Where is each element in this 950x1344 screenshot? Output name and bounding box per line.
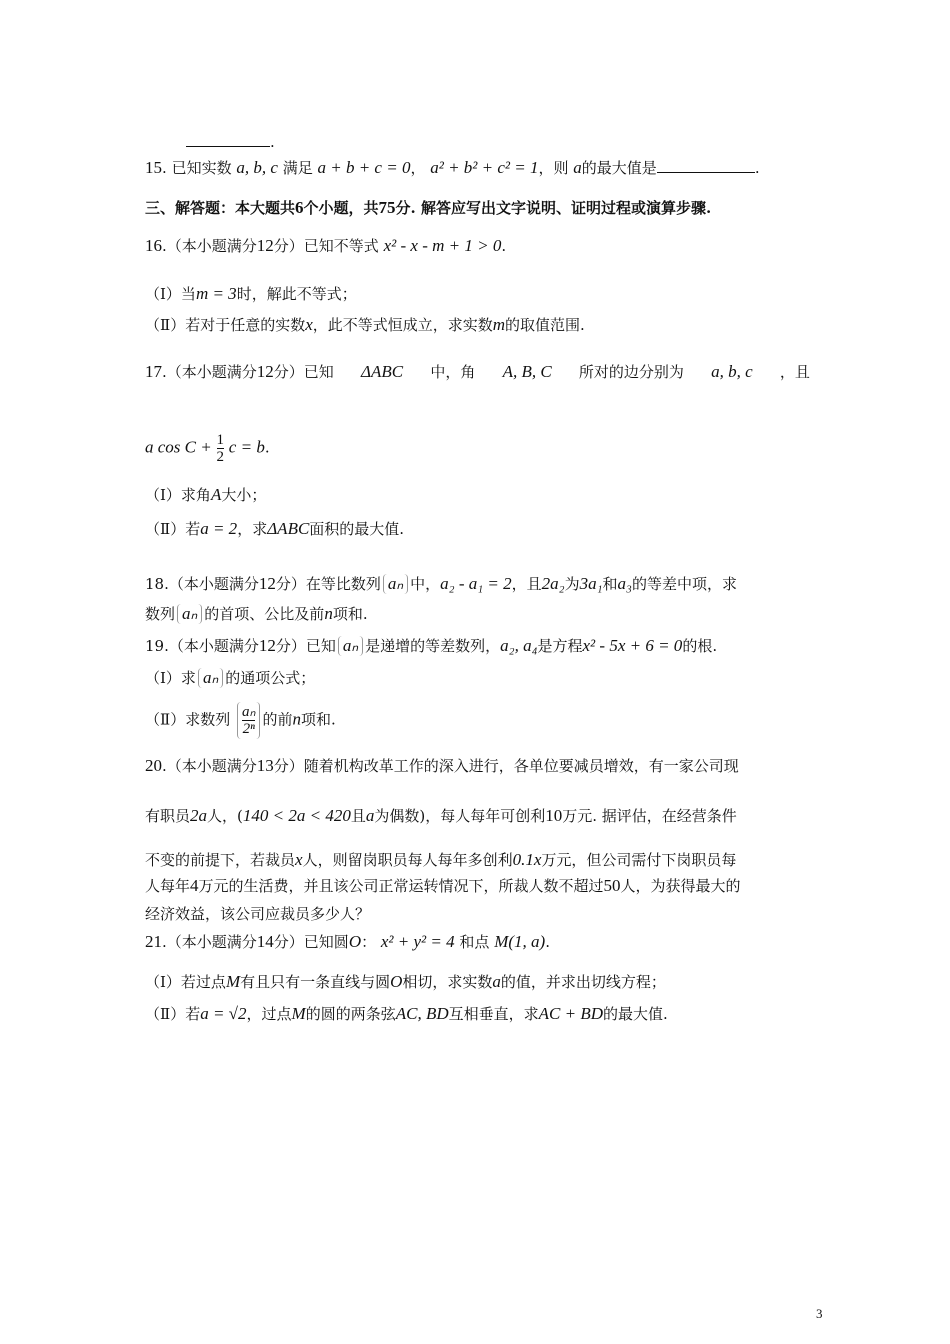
section3-rest: 分. 解答应写出文字说明、证明过程或演算步骤. [395,199,712,217]
q17-dot: . [162,363,167,381]
q18-text-f: 和 [602,575,618,593]
q20-l4-a: 人每年 [145,877,191,895]
q16-p2-c: 的取值范围. [505,316,585,334]
q16-p2-b: ，此不等式恒成立，求实数 [312,316,493,334]
q21-end: . [545,933,550,951]
q16-dot: . [162,237,167,255]
q16-part1 [145,284,810,304]
q20-l2-b: 人，( [207,807,243,825]
q17-p1-b: 大小； [221,486,267,504]
q17-p1-var: A [210,485,222,504]
q17-head-a: （本小题满分 [166,363,257,381]
q17-p2-c: 面积的最大值. [309,520,405,538]
q19-text-d: 是方程 [537,637,583,655]
q20-line5 [145,904,810,924]
q15-dot: . [162,159,167,177]
q15-cond2: a² + b² + c² = 1 [430,158,539,177]
q18-term3: a₃ [617,574,632,593]
q19-p2-a: （Ⅱ）求数列 [145,710,231,729]
q17-part1 [145,485,810,505]
q18-text-a: 18.（本小题满分 [145,575,259,593]
q19-p1-a: （Ⅰ）求 [145,669,196,687]
page-number: 3 [816,1306,823,1321]
q17-sides: a, b, c [711,362,753,381]
q20-l2-a: 有职员 [145,807,191,825]
q20-l4-val2: 50 [603,876,621,895]
q20-l4-val: 4 [190,876,199,895]
q17-head-group [145,362,334,382]
q16-p1-b: 时，解此不等式； [236,285,357,303]
q21-number: 21 [145,932,162,951]
q20-l2-d: 为偶数)，每人每年可创利 [374,807,546,825]
q17-fraction [217,432,225,465]
q20-line2 [145,806,810,826]
q20-l2-var: 2a [190,806,208,825]
q21-p2-b: ，过点 [246,1005,292,1023]
q20-l3-b: 人，则留岗职员每人每年多创利 [302,851,513,869]
q19-p1-b: 的通项公式； [225,669,316,687]
q20-score: 13 [256,756,274,775]
q18-sequence-2: aₙ [177,604,202,624]
section3-count: 6 [295,198,304,217]
q16-end: . [501,237,507,255]
q19-text-e: 的根. [682,637,718,655]
q17-header [145,362,810,382]
q21-p1-a2: a [492,972,501,991]
q21-p2-a: （Ⅱ）若 [145,1005,201,1023]
q21-p2-chords: AC, BD [395,1004,449,1023]
q17-p2-a: （Ⅱ）若 [145,520,201,538]
section3-title: 三、解答题：本大题共 [145,199,296,217]
q16-p2-m: m [492,315,506,334]
q17-part2 [145,519,810,539]
q20-l3-c: 万元，但公司需付下岗职员每 [541,851,737,869]
q18-line2-c: 项和. [332,605,368,623]
q17-p2-b: ，求 [237,520,268,538]
q16-head-b: 分）已知不等式 [273,237,379,255]
q18-line2-b: 的首项、公比及前 [204,605,325,623]
q15-end: . [754,159,760,177]
q15-text-c: ，则 [538,159,569,177]
q14-blank-line [186,132,270,147]
q16-number: 16 [145,236,162,255]
section3-score: 75 [378,198,396,217]
q19-p2-c: 项和. [300,710,336,729]
q18-line2-n: n [324,604,333,623]
q17-equation [145,432,810,472]
q19-line1 [145,636,810,656]
q19-text-b: 分）已知 [275,637,336,655]
q17-text-b: 所对的边分别为 [578,363,684,381]
q20-l2-c: 且 [350,807,366,825]
q19-sequence: aₙ [338,636,363,656]
q15-text-b: 满足 [282,159,313,177]
q14-period: . [270,133,275,151]
q20-l4-c: 人，为获得最大的 [620,877,741,895]
q20-l3-x: x [295,850,303,869]
q18-text-e: 为 [564,575,580,593]
q21-circle: O [348,932,362,951]
q21-score: 14 [256,932,274,951]
q21-p1-b: 有且只有一条直线与圆 [240,973,391,991]
q21-p1-a: （Ⅰ）若过点 [145,973,226,991]
q21-p1-d: 的值，并求出切线方程； [500,973,666,991]
q19-terms: a₂, a₄ [500,636,538,655]
q21-p2-m: M [291,1004,306,1023]
q20-line4 [145,876,810,896]
q20-l3-val: 0.1x [512,850,542,869]
q21-header [145,932,810,952]
q19-part1 [145,668,810,688]
q15-number: 15 [145,158,162,177]
q21-p2-e: 的最大值. [602,1005,668,1023]
q20-head-a: （本小题满分 [166,757,257,775]
q19-p1-sequence: aₙ [198,668,223,688]
q19-frac-den: 2ⁿ [242,721,255,737]
q18-text-b: 分）在等比数列 [275,575,381,593]
q19-p2-n: n [292,709,301,729]
q20-head-b: 分）随着机构改革工作的深入进行，各单位要减员增效，有一家公司现 [273,757,739,775]
q16-p1-a: （Ⅰ）当 [145,285,196,303]
q20-l2-val: 10 [545,806,563,825]
q21-equation: x² + y² = 4 [380,932,455,951]
q17-angles: A, B, C [502,362,552,381]
q18-text-d: ，且 [511,575,542,593]
q18-line1 [145,574,810,594]
q15-var-a: a [573,158,582,177]
q21-and: 和点 [459,933,490,951]
q16-inequality: x² - x - m + 1 > 0 [383,236,502,255]
q19-p2-b: 的前 [262,710,293,729]
q16-part2 [145,315,810,335]
q15-answer-blank [657,158,755,173]
q17-text-c: ，且 [779,363,810,381]
section3-heading [145,198,810,218]
q18-text-g: 的等差中项，求 [631,575,737,593]
q15-text-a: 已知实数 [171,159,232,177]
q19-p2-brace [237,702,260,739]
q15-vars: a, b, c [236,158,278,177]
q21-p1-o: O [390,972,403,991]
q20-line3 [145,850,810,870]
q18-cond1: a₂ - a₁ = 2 [440,574,512,593]
q21-colon: ： [361,933,377,951]
q18-term2: 3a₁ [579,574,603,593]
q20-l3-a: 不变的前提下，若裁员 [145,851,296,869]
q19-score: 12 [258,636,276,655]
q17-frac-num: 1 [216,432,225,448]
q19-equation: x² - 5x + 6 = 0 [582,636,683,655]
q18-score: 12 [258,574,276,593]
q17-score: 12 [256,362,274,381]
q21-head-a: （本小题满分 [166,933,257,951]
q18-term1: 2a₂ [541,574,565,593]
q15-cond1: a + b + c = 0 [317,158,411,177]
q20-l2-range: 140 < 2a < 420 [242,806,351,825]
q17-p1-a: （Ⅰ）求角 [145,486,211,504]
q18-sequence: aₙ [383,574,408,594]
q16-header [145,236,810,256]
q21-p1-c: 相切，求实数 [402,973,493,991]
q17-triangle: ΔABC [361,362,404,381]
q21-part1 [145,972,810,992]
q21-dot: . [162,933,167,951]
q14-answer-blank [186,132,810,152]
q18-line2-a: 数列 [145,605,176,623]
q20-l5: 经济效益，该公司应裁员多少人？ [145,905,371,923]
q17-eq-end: . [264,438,270,457]
q16-p2-a: （Ⅱ）若对于任意的实数 [145,316,306,334]
q20-l2-a2: a [365,806,375,825]
q16-p1-cond: m = 3 [195,284,237,303]
q19-p2-fraction [242,704,255,737]
q21-p2-d: 互相垂直，求 [448,1005,539,1023]
q20-dot: . [162,757,167,775]
q16-score: 12 [256,236,274,255]
q15-line: 15. 已知实数 a, b, c 满足 a + b + c = 0， a² + b² + c² = 1，则 a的最大值是 . [145,158,760,177]
q21-p2-sum: AC + BD [538,1004,603,1023]
q17-eq-b: c = b [228,437,265,457]
q17-p2-triangle: ΔABC [267,519,310,538]
q21-p1-m: M [225,972,241,991]
q21-point: M(1, a) [494,932,546,951]
q20-l4-b: 万元的生活费，并且该公司正常运转情况下，所裁人数不超过 [198,877,604,895]
q21-head-b: 分）已知圆 [273,933,349,951]
q18-line2 [145,604,810,624]
section3-mid: 个小题，共 [303,199,379,217]
q19-text-c: 是递增的等差数列， [365,637,501,655]
q16-head-a: （本小题满分 [166,237,257,255]
q17-frac-den: 2 [216,449,225,465]
q21-p2-c: 的圆的两条弦 [305,1005,396,1023]
q16-p2-x: x [305,315,313,334]
q17-eq-a: a cos C + [145,437,212,457]
q15-text-d: 的最大值是 [581,159,657,177]
q17-text-a: 中，角 [430,363,476,381]
q19-part2 [145,702,810,742]
q19-frac-num: aₙ [241,704,256,720]
q18-text-c: 中， [410,575,441,593]
q21-p2-cond: a = √2 [200,1004,247,1023]
q20-line1 [145,756,810,776]
q20-l2-e: 万元. 据评估，在经营条件 [562,807,737,825]
q17-head-b: 分）已知 [273,363,334,381]
q21-part2 [145,1004,810,1024]
q19-text-a: 19.（本小题满分 [145,637,259,655]
q17-p2-cond: a = 2 [200,519,238,538]
q20-number: 20 [145,756,162,775]
q17-number: 17 [145,362,162,381]
